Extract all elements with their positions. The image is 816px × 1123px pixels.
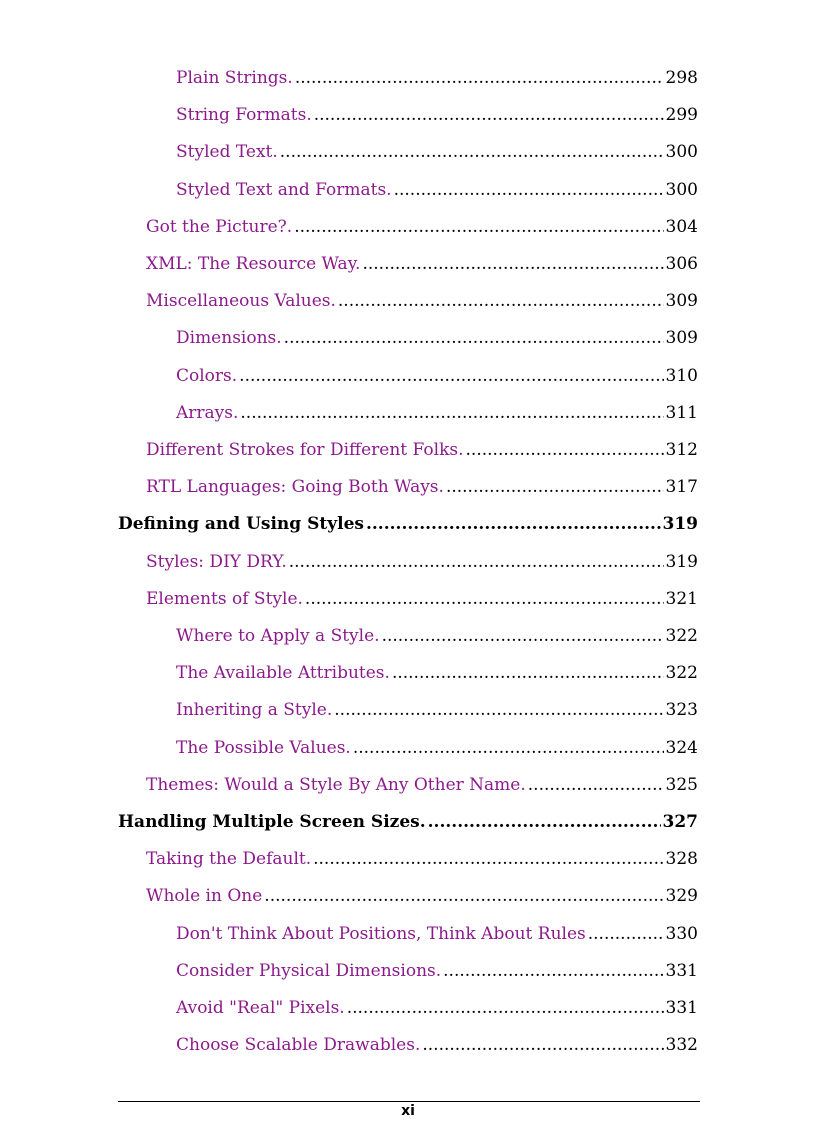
toc-entry-title: Where to Apply a Style. xyxy=(176,626,380,646)
toc-section-entry[interactable] xyxy=(176,177,698,203)
toc-entry-title: The Possible Values. xyxy=(176,738,351,758)
toc-dot-leader xyxy=(264,883,663,909)
toc-entry-page: 330 xyxy=(665,924,698,944)
toc-entry-page: 304 xyxy=(665,217,698,237)
toc-entry-title: Dimensions. xyxy=(176,328,282,348)
toc-entry-title: Whole in One xyxy=(146,886,263,906)
toc-section-entry[interactable] xyxy=(146,214,698,240)
toc-entry-title: Inheriting a Style. xyxy=(176,700,333,720)
toc-entry-title: Styled Text. xyxy=(176,142,278,162)
toc-section-entry[interactable] xyxy=(176,65,698,91)
toc-dot-leader xyxy=(314,102,664,128)
toc-entry-page: 298 xyxy=(665,68,698,88)
toc-dot-leader xyxy=(422,1032,663,1058)
toc-entry-page: 331 xyxy=(665,998,698,1018)
toc-entry-page: 319 xyxy=(662,514,698,534)
toc-dot-leader xyxy=(528,772,664,798)
toc-entry-page: 319 xyxy=(665,552,698,572)
toc-entry-title: Handling Multiple Screen Sizes. xyxy=(118,812,426,832)
toc-dot-leader xyxy=(295,65,664,91)
toc-entry-title: Plain Strings. xyxy=(176,68,293,88)
toc-section-entry[interactable] xyxy=(146,288,698,314)
toc-dot-leader xyxy=(366,511,661,537)
toc-entry-title: Avoid "Real" Pixels. xyxy=(176,998,345,1018)
toc-entry-page: 300 xyxy=(665,142,698,162)
toc-entry-title: Taking the Default. xyxy=(146,849,312,869)
toc-dot-leader xyxy=(428,809,661,835)
toc-dot-leader xyxy=(353,735,664,761)
toc-section-entry[interactable] xyxy=(146,251,698,277)
toc-entry-title: Don't Think About Positions, Think About Rules xyxy=(176,924,586,944)
toc-dot-leader xyxy=(313,846,663,872)
toc-entry-page: 317 xyxy=(665,477,698,497)
toc-entry-page: 321 xyxy=(665,589,698,609)
toc-entry-page: 325 xyxy=(665,775,698,795)
toc-entry-title: Elements of Style. xyxy=(146,589,303,609)
toc-section-entry[interactable] xyxy=(146,549,698,575)
toc-entry-page: 306 xyxy=(665,254,698,274)
toc-entry-page: 332 xyxy=(665,1035,698,1055)
toc-dot-leader xyxy=(289,549,664,575)
toc-dot-leader xyxy=(446,474,664,500)
toc-entry-page: 324 xyxy=(665,738,698,758)
toc-entry-page: 300 xyxy=(665,180,698,200)
toc-entry-page: 310 xyxy=(665,366,698,386)
toc-section-entry[interactable] xyxy=(176,1032,698,1058)
toc-section-entry[interactable] xyxy=(176,139,698,165)
toc-entry-title: Miscellaneous Values. xyxy=(146,291,336,311)
toc-entry-page: 331 xyxy=(665,961,698,981)
toc-section-entry[interactable] xyxy=(176,958,698,984)
toc-entry-page: 312 xyxy=(665,440,698,460)
toc-entry-page: 329 xyxy=(665,886,698,906)
footer-divider xyxy=(118,1101,700,1102)
toc-section-entry[interactable] xyxy=(176,921,698,947)
toc-entry-title: Choose Scalable Drawables. xyxy=(176,1035,421,1055)
toc-entry-page: 309 xyxy=(665,328,698,348)
toc-entry-page: 322 xyxy=(665,663,698,683)
toc-entry-page: 322 xyxy=(665,626,698,646)
page-number: xi xyxy=(401,1103,415,1119)
toc-entry-title: RTL Languages: Going Both Ways. xyxy=(146,477,444,497)
toc-section-entry[interactable] xyxy=(176,363,698,389)
toc-dot-leader xyxy=(280,139,664,165)
toc-entry-title: Different Strokes for Different Folks. xyxy=(146,440,464,460)
toc-section-entry[interactable] xyxy=(146,474,698,500)
toc-section-entry[interactable] xyxy=(146,586,698,612)
toc-entry-title: XML: The Resource Way. xyxy=(146,254,361,274)
toc-entry-page: 323 xyxy=(665,700,698,720)
toc-entry-page: 311 xyxy=(665,403,698,423)
toc-entry-page: 299 xyxy=(665,105,698,125)
toc-section-entry[interactable] xyxy=(176,660,698,686)
toc-section-entry[interactable] xyxy=(176,995,698,1021)
toc-dot-leader xyxy=(443,958,663,984)
toc-section-entry[interactable] xyxy=(146,437,698,463)
toc-dot-leader xyxy=(239,363,663,389)
toc-entry-title: Styled Text and Formats. xyxy=(176,180,392,200)
toc-dot-leader xyxy=(305,586,664,612)
toc-entry-title: Arrays. xyxy=(176,403,239,423)
toc-entry-title: The Available Attributes. xyxy=(176,663,390,683)
toc-section-entry[interactable] xyxy=(176,400,698,426)
toc-chapter-entry[interactable] xyxy=(118,511,698,537)
toc-section-entry[interactable] xyxy=(176,697,698,723)
toc-dot-leader xyxy=(588,921,664,947)
toc-dot-leader xyxy=(334,697,663,723)
toc-section-entry[interactable] xyxy=(176,325,698,351)
toc-dot-leader xyxy=(392,660,664,686)
toc-entry-title: Defining and Using Styles xyxy=(118,514,364,534)
toc-section-entry[interactable] xyxy=(176,735,698,761)
toc-section-entry[interactable] xyxy=(146,846,698,872)
toc-dot-leader xyxy=(394,177,664,203)
toc-entry-page: 328 xyxy=(665,849,698,869)
toc-dot-leader xyxy=(294,214,663,240)
toc-entry-title: Themes: Would a Style By Any Other Name. xyxy=(146,775,526,795)
toc-section-entry[interactable] xyxy=(176,623,698,649)
toc-dot-leader xyxy=(362,251,663,277)
toc-entry-page: 327 xyxy=(662,812,698,832)
toc-entry-title: Colors. xyxy=(176,366,238,386)
toc-chapter-entry[interactable] xyxy=(118,809,698,835)
toc-section-entry[interactable] xyxy=(146,772,698,798)
toc-entry-title: Styles: DIY DRY. xyxy=(146,552,287,572)
toc-dot-leader xyxy=(466,437,664,463)
toc-dot-leader xyxy=(338,288,664,314)
toc-section-entry[interactable] xyxy=(146,883,698,909)
toc-dot-leader xyxy=(284,325,664,351)
toc-entry-title: String Formats. xyxy=(176,105,312,125)
toc-dot-leader xyxy=(240,400,663,426)
toc-entry-page: 309 xyxy=(665,291,698,311)
toc-dot-leader xyxy=(382,623,664,649)
toc-entry-title: Got the Picture?. xyxy=(146,217,293,237)
toc-dot-leader xyxy=(347,995,664,1021)
toc-entry-title: Consider Physical Dimensions. xyxy=(176,961,442,981)
toc-section-entry[interactable] xyxy=(176,102,698,128)
